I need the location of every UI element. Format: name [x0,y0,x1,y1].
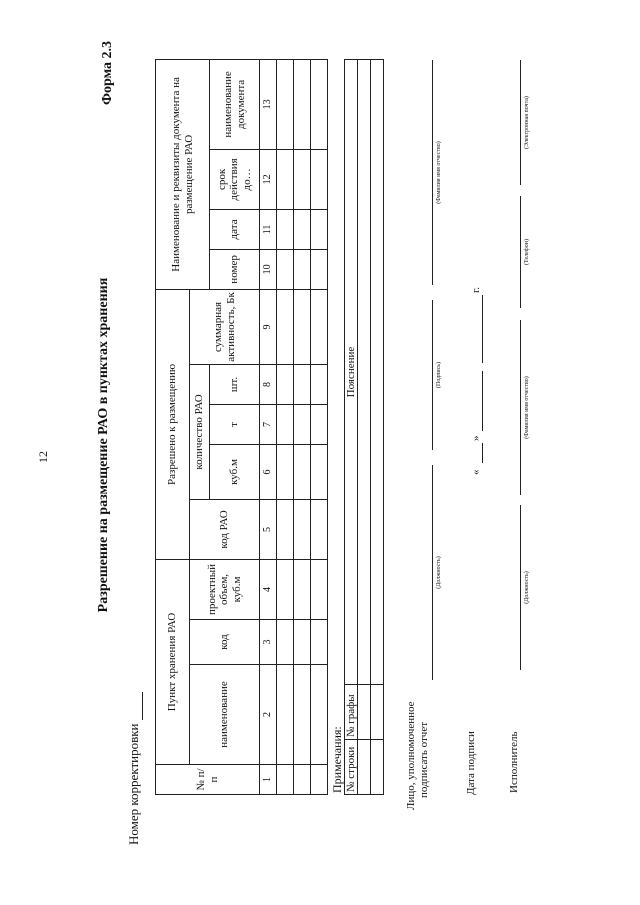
form-label: Форма 2.3 [100,40,115,105]
col-header-name: наименование [190,665,260,765]
col-header-num: № п/п [156,765,260,795]
correction-number [126,692,143,845]
position-caption: (Должность) [436,556,442,589]
table-row[interactable] [311,59,328,794]
phone-line[interactable] [520,196,521,308]
column-number: 7 [260,404,277,444]
signature-caption: (Подпись) [436,361,442,389]
page-number: 12 [36,451,50,463]
executor-name-caption: (Фамилия имя отчество) [524,376,530,439]
column-number: 6 [260,444,277,499]
col-header-t: т [210,404,260,444]
group-header-quantity: количество РАО [190,364,210,499]
col-header-pcs: шт. [210,364,260,404]
name-line[interactable] [432,60,433,285]
column-number: 12 [260,149,277,209]
date-month-line[interactable] [482,371,483,431]
col-header-activity: суммарная активность, Бк [190,289,260,364]
page-title: Разрешение на размещение РАО в пунктах хранения [96,277,111,613]
date-label: Дата подписи [465,731,477,795]
date-year-suffix: г. [470,286,482,293]
col-header-validity: срок действия до… [210,149,260,209]
permission-table [155,59,328,795]
col-header-code: код [190,620,260,665]
column-number: 8 [260,364,277,404]
column-number: 10 [260,249,277,289]
notes-title: Примечания: [330,726,344,793]
correction-label: Номер корректировки [126,723,141,845]
name-caption: (Фамилия имя отчество) [436,141,442,204]
date-day-line[interactable] [482,443,483,463]
column-number: 3 [260,620,277,665]
col-header-doc-name: наименование документа [210,59,260,149]
notes-row[interactable] [371,60,384,795]
responsible-label-line1: Лицо, уполномоченное [405,701,417,810]
date-quote-open: « [470,469,482,475]
group-header-storage: Пункт хранения РАО [156,559,190,764]
date-quote-close: » [470,435,482,441]
col-header-rao-code: код РАО [190,499,260,559]
executor-label: Исполнитель [508,731,520,793]
email-line[interactable] [520,60,521,185]
column-number: 13 [260,59,277,149]
notes-col-row: № строки [345,740,358,795]
notes-row[interactable] [358,60,371,795]
column-number: 4 [260,559,277,619]
responsible-label-line2: подписать отчет [417,721,430,798]
col-header-number: номер [210,249,260,289]
table-row[interactable] [294,59,311,794]
email-caption: (Электронная почта) [524,96,530,149]
executor-position-caption: (Должность) [524,571,530,604]
executor-name-line[interactable] [520,320,521,495]
signature-line[interactable] [432,300,433,450]
col-header-date: дата [210,209,260,249]
notes-table [344,59,384,795]
executor-position-line[interactable] [520,505,521,670]
phone-caption: (Телефон) [524,239,530,265]
date-year-line[interactable] [482,295,483,363]
notes-col-explanation: Пояснение [345,60,358,685]
responsible-label [405,695,430,810]
column-number: 2 [260,665,277,765]
notes-col-column: № графы [345,685,358,740]
column-number: 11 [260,209,277,249]
column-number-row [260,59,277,794]
position-line[interactable] [432,465,433,680]
column-number: 1 [260,765,277,795]
table-row[interactable] [277,59,294,794]
column-number: 9 [260,289,277,364]
column-number: 5 [260,499,277,559]
col-header-design-volume: проектный объем, куб.м [190,559,260,619]
group-header-permission: Разрешено к размещению [156,289,190,559]
col-header-m3: куб.м [210,444,260,499]
group-header-document: Наименование и реквизиты документа на размещение РАО [156,59,210,289]
correction-field[interactable] [126,692,143,720]
